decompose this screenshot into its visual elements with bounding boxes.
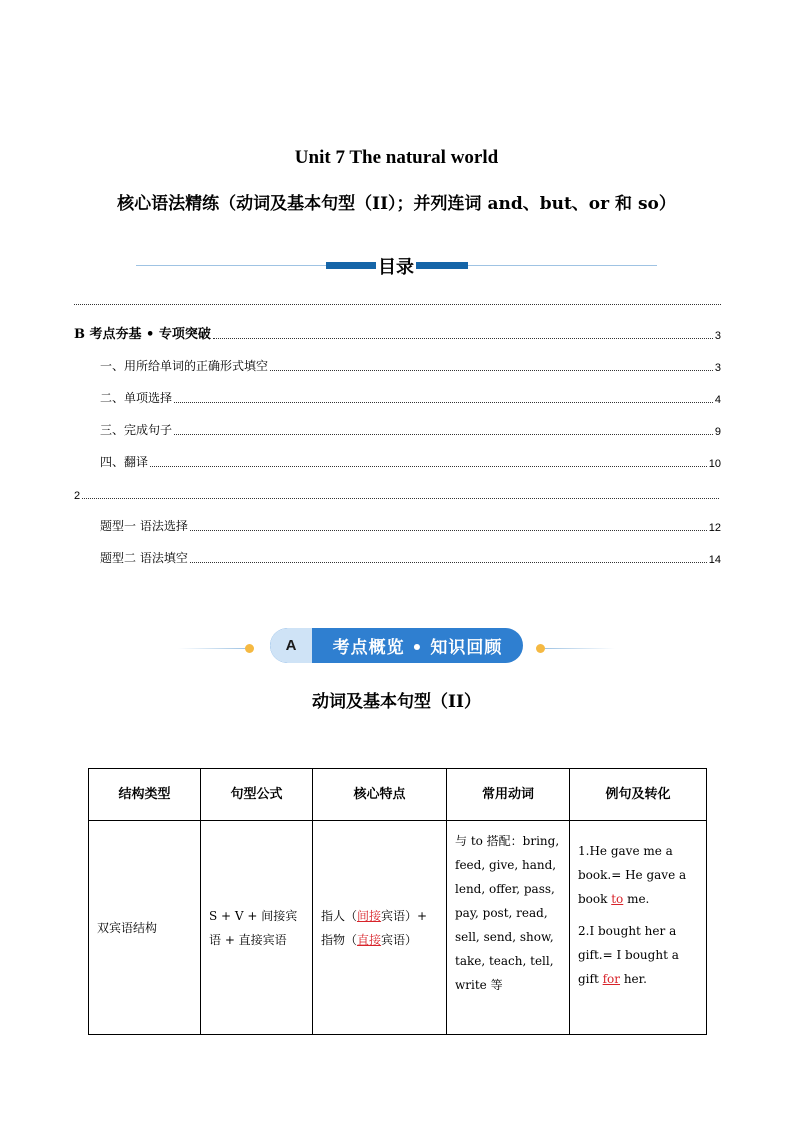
preposition-for-highlight: for <box>602 972 621 986</box>
toc-entry-page: 12 <box>708 522 721 534</box>
section-a-banner <box>270 628 523 663</box>
toc-heading-line-right <box>468 265 657 266</box>
toc-entry-page: 9 <box>714 426 721 438</box>
toc-entry-page: 3 <box>714 362 721 374</box>
formula-cell: S + V + 间接宾语 + 直接宾语 <box>201 821 313 1035</box>
section-a-dot-right <box>536 644 545 653</box>
example-text: 2.I bought her a gift.= I bought a gift <box>578 924 679 986</box>
section-a-dot-left <box>245 644 254 653</box>
section-a-letter: A <box>270 628 312 663</box>
feature-text: 宾语）+ 指物（ <box>321 908 428 947</box>
toc-entry-label: 一、用所给单词的正确形式填空 <box>100 359 269 373</box>
feature-text: 宾语） <box>381 932 418 947</box>
feature-text: 指人（ <box>321 908 358 923</box>
toc-dot-leader <box>82 497 719 499</box>
preposition-to-highlight: to <box>611 892 624 906</box>
toc-leader-line <box>74 303 721 305</box>
toc-entry-label: 2 <box>74 490 81 502</box>
toc-dot-leader <box>270 369 713 371</box>
toc-entry[interactable] <box>100 388 721 406</box>
table-header-cell: 常用动词 <box>447 769 570 821</box>
section-a-line-left <box>178 648 246 649</box>
toc-heading-line-left <box>136 265 326 266</box>
toc-entry-label: 二、单项选择 <box>100 391 173 405</box>
toc-entry-page: 4 <box>714 394 721 406</box>
example-sentence <box>578 919 698 991</box>
toc-entry-label: 四、翻译 <box>100 455 149 469</box>
document-title: Unit 7 The natural world <box>294 147 499 168</box>
toc-entry[interactable] <box>100 548 721 566</box>
section-a-line-right <box>545 648 615 649</box>
toc-dot-leader <box>174 433 713 435</box>
feature-cell <box>313 821 447 1035</box>
toc-entry-label: 题型二 语法填空 <box>100 551 188 565</box>
toc-entry[interactable] <box>100 356 721 374</box>
table-header-cell: 核心特点 <box>313 769 447 821</box>
toc-heading-bar-left <box>326 262 376 269</box>
toc-entry[interactable] <box>100 452 721 470</box>
example-cell <box>570 821 707 1035</box>
toc-dot-leader <box>213 337 713 339</box>
toc-entry[interactable] <box>100 420 721 438</box>
table-row <box>89 821 707 1035</box>
toc-entry-page: 14 <box>708 554 721 566</box>
example-text: me. <box>623 892 650 906</box>
table-header-cell: 句型公式 <box>201 769 313 821</box>
toc-dot-leader <box>174 401 713 403</box>
toc-heading: 目录 <box>378 257 414 278</box>
table-header-cell: 例句及转化 <box>570 769 707 821</box>
example-text: her. <box>620 972 647 986</box>
toc-dot-leader <box>190 529 707 531</box>
toc-entry-page: 3 <box>714 330 721 342</box>
section-a-title: 考点概览 • 知识回顾 <box>332 638 503 658</box>
toc-entry[interactable] <box>74 324 721 342</box>
toc-entry[interactable] <box>74 484 721 502</box>
toc-entry-label: 三、完成句子 <box>100 423 173 437</box>
toc-heading-bar-right <box>416 262 468 269</box>
structure-type-cell: 双宾语结构 <box>89 821 201 1035</box>
toc-entry-page: 10 <box>708 458 721 470</box>
toc-entry[interactable] <box>100 516 721 534</box>
common-verbs-cell: 与 to 搭配：bring, feed, give, hand, lend, offer, pass, pay, post, read, sell, send, show, take, teach, tell, write 等 <box>447 821 570 1035</box>
toc-dot-leader <box>190 561 707 563</box>
grammar-table <box>88 768 707 1035</box>
toc-dot-leader <box>150 465 707 467</box>
toc-entry-label: B 考点夯基 • 专项突破 <box>74 327 211 342</box>
toc-entry-label: 题型一 语法选择 <box>100 519 188 533</box>
table-header-row <box>89 769 707 821</box>
section-a-subtitle: 动词及基本句型（II） <box>312 692 481 712</box>
document-subtitle: 核心语法精练（动词及基本句型（II）；并列连词 and、but、or 和 so） <box>117 194 676 214</box>
example-sentence <box>578 839 698 911</box>
direct-object-highlight: 直接 <box>357 932 382 947</box>
example-text: 1.He gave me a book.= He gave a book <box>578 844 687 906</box>
table-header-cell: 结构类型 <box>89 769 201 821</box>
indirect-object-highlight: 间接 <box>357 908 382 923</box>
